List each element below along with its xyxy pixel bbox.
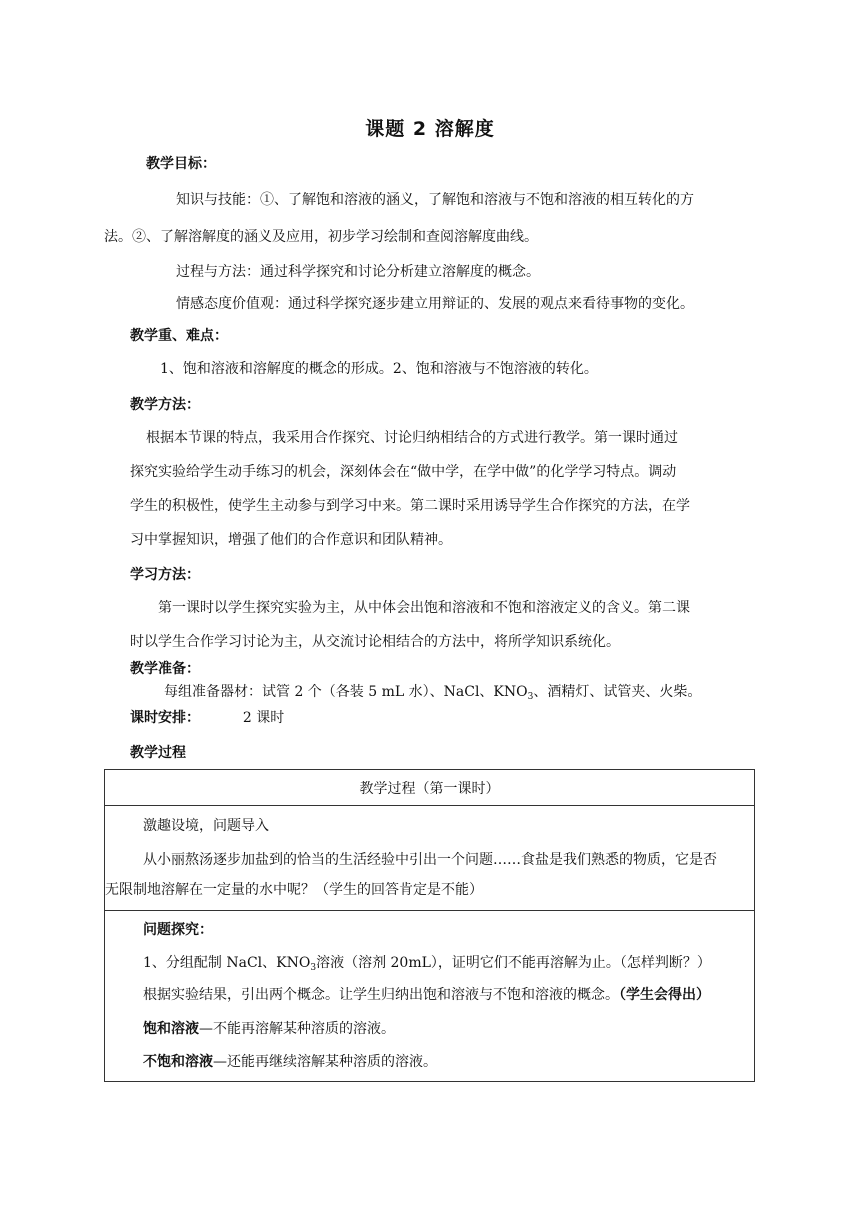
- preparation-heading: 教学准备：: [130, 661, 200, 677]
- saturated-definition: 饱和溶液—不能再溶解某种溶质的溶液。: [143, 1021, 395, 1037]
- goals-knowledge-line-1: 知识与技能：①、了解饱和溶液的涵义，了解饱和溶液与不饱和溶液的相互转化的方: [176, 192, 694, 208]
- teaching-method-line: 探究实验给学生动手练习的机会，深刻体会在“做中学，在学中做”的化学学习特点。调动: [130, 464, 677, 480]
- key-points-heading: 教学重、难点：: [130, 328, 228, 344]
- goals-attitude: 情感态度价值观：通过科学探究逐步建立用辩证的、发展的观点来看待事物的变化。: [176, 296, 694, 312]
- table-divider: [105, 805, 754, 806]
- unsaturated-definition: 不饱和溶液—还能再继续溶解某种溶质的溶液。: [143, 1054, 437, 1070]
- teaching-method-heading: 教学方法：: [130, 397, 200, 413]
- key-points-text: 1、饱和溶液和溶解度的概念的形成。2、饱和溶液与不饱溶液的转化。: [160, 361, 598, 377]
- inquiry-step-2: 根据实验结果，引出两个概念。让学生归纳出饱和溶液与不饱和溶液的概念。（学生会得出）: [143, 987, 710, 1003]
- teaching-method-line: 学生的积极性，使学生主动参与到学习中来。第二课时采用诱导学生合作探究的方法，在学: [130, 498, 690, 514]
- table-divider: [105, 910, 754, 911]
- table-header: 教学过程（第一课时）: [359, 781, 500, 797]
- unsaturated-term: 不饱和溶液: [143, 1054, 213, 1070]
- schedule-row: [130, 708, 790, 728]
- goals-knowledge-line-2: 法。②、了解溶解度的涵义及应用，初步学习绘制和查阅溶解度曲线。: [104, 229, 538, 245]
- teaching-method-line: 习中掌握知识，增强了他们的合作意识和团队精神。: [130, 532, 452, 548]
- intro-line-2: 无限制地溶解在一定量的水中呢？（学生的回答肯定是不能）: [105, 882, 483, 898]
- saturated-term: 饱和溶液: [143, 1021, 199, 1037]
- schedule-value: 2 课时: [242, 710, 285, 726]
- page-title: 课题 2 溶解度: [365, 118, 495, 140]
- goals-heading: 教学目标：: [146, 156, 216, 172]
- goals-process: 过程与方法：通过科学探究和讨论分析建立溶解度的概念。: [176, 264, 540, 280]
- learning-method-heading: 学习方法：: [130, 567, 200, 583]
- intro-line-1: 从小丽熬汤逐步加盐到的恰当的生活经验中引出一个问题……食盐是我们熟悉的物质，它是否: [143, 852, 717, 868]
- preparation-text: 每组准备器材：试管 2 个（各装 5 mL 水）、NaCl、$KNO_3$、酒精灯、试管夹、火柴。: [164, 684, 702, 702]
- learning-method-line: 第一课时以学生探究实验为主，从中体会出饱和溶液和不饱和溶液定义的含义。第二课: [158, 600, 690, 616]
- process-table: [104, 769, 755, 1082]
- inquiry-heading: 问题探究：: [143, 922, 213, 938]
- intro-title: 激趣设境，问题导入: [143, 818, 269, 834]
- teaching-method-line: 根据本节课的特点，我采用合作探究、讨论归纳相结合的方式进行教学。第一课时通过: [146, 430, 678, 446]
- inquiry-step-1: 1、分组配制 NaCl、$KNO_3$溶液（溶剂 20mL），证明它们不能再溶解为止。（怎样判断？）: [143, 955, 711, 973]
- learning-method-line: 时以学生合作学习讨论为主，从交流讨论相结合的方法中，将所学知识系统化。: [130, 634, 620, 650]
- process-heading: 教学过程: [130, 745, 186, 761]
- schedule-heading: 课时安排：: [130, 710, 200, 726]
